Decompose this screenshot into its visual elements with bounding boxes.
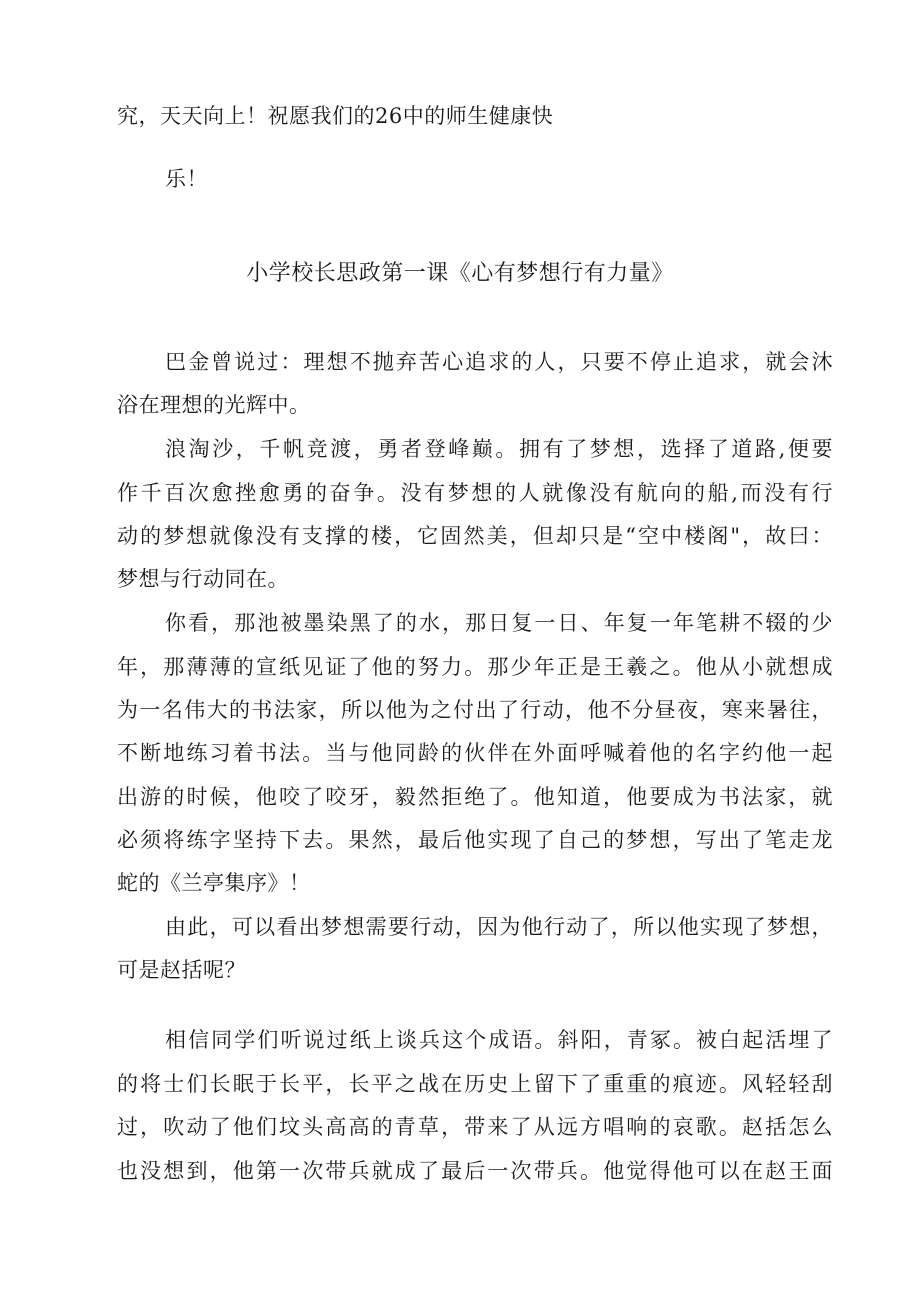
paragraph-3-line-2: 年，那薄薄的宣纸见证了他的努力。那少年正是王羲之。他从小就想成 xyxy=(117,655,833,679)
paragraph-2-line-1: 浪淘沙，千帆竞渡，勇者登峰巅。拥有了梦想，选择了道路,便要 xyxy=(165,437,833,461)
paragraph-3-line-3: 为一名伟大的书法家，所以他为之付出了行动，他不分昼夜，寒来暑往， xyxy=(117,698,833,722)
paragraph-5-line-3: 过，吹动了他们坟头高高的青草，带来了从远方唱响的哀歌。赵括怎么 xyxy=(117,1115,833,1139)
page-title: 小学校长思政第一课《心有梦想行有力量》 xyxy=(246,261,674,286)
paragraph-2-line-4: 梦想与行动同在。 xyxy=(117,567,289,591)
paragraph-3-line-5: 出游的时候，他咬了咬牙，毅然拒绝了。他知道，他要成为书法家，就 xyxy=(117,785,833,809)
paragraph-3-line-1: 你看，那池被墨染黑了的水，那日复一日、年复一年笔耕不辍的少 xyxy=(165,611,833,635)
carryover-line-1: 究，天天向上！祝愿我们的26中的师生健康快 xyxy=(117,104,554,128)
paragraph-2-line-3: 动的梦想就像没有支撑的楼，它固然美，但却只是“空中楼阁"，故曰： xyxy=(117,524,833,548)
paragraph-4-line-1: 由此，可以看出梦想需要行动，因为他行动了，所以他实现了梦想， xyxy=(165,915,833,939)
paragraph-5-line-4: 也没想到，他第一次带兵就成了最后一次带兵。他觉得他可以在赵王面 xyxy=(117,1159,833,1183)
carryover-line-2: 乐！ xyxy=(165,167,208,191)
paragraph-1-line-2: 浴在理想的光辉中。 xyxy=(117,393,311,417)
paragraph-5-line-2: 的将士们长眠于长平，长平之战在历史上留下了重重的痕迹。风轻轻刮 xyxy=(117,1072,833,1096)
paragraph-3-line-4: 不断地练习着书法。当与他同龄的伙伴在外面呼喊着他的名字约他一起 xyxy=(117,741,833,765)
paragraph-5-line-1: 相信同学们听说过纸上谈兵这个成语。斜阳，青冢。被白起活埋了 xyxy=(165,1028,833,1052)
paragraph-3-line-7: 蛇的《兰亭集序》！ xyxy=(117,871,311,895)
paragraph-3-line-6: 必须将练字坚持下去。果然，最后他实现了自己的梦想，写出了笔走龙 xyxy=(117,828,833,852)
paragraph-1-line-1: 巴金曾说过：理想不抛弃苦心追求的人，只要不停止追求，就会沐 xyxy=(165,350,833,374)
paragraph-2-line-2: 作千百次愈挫愈勇的奋争。没有梦想的人就像没有航向的船,而没有行 xyxy=(117,481,833,505)
paragraph-4-line-2: 可是赵括呢？ xyxy=(117,958,246,982)
